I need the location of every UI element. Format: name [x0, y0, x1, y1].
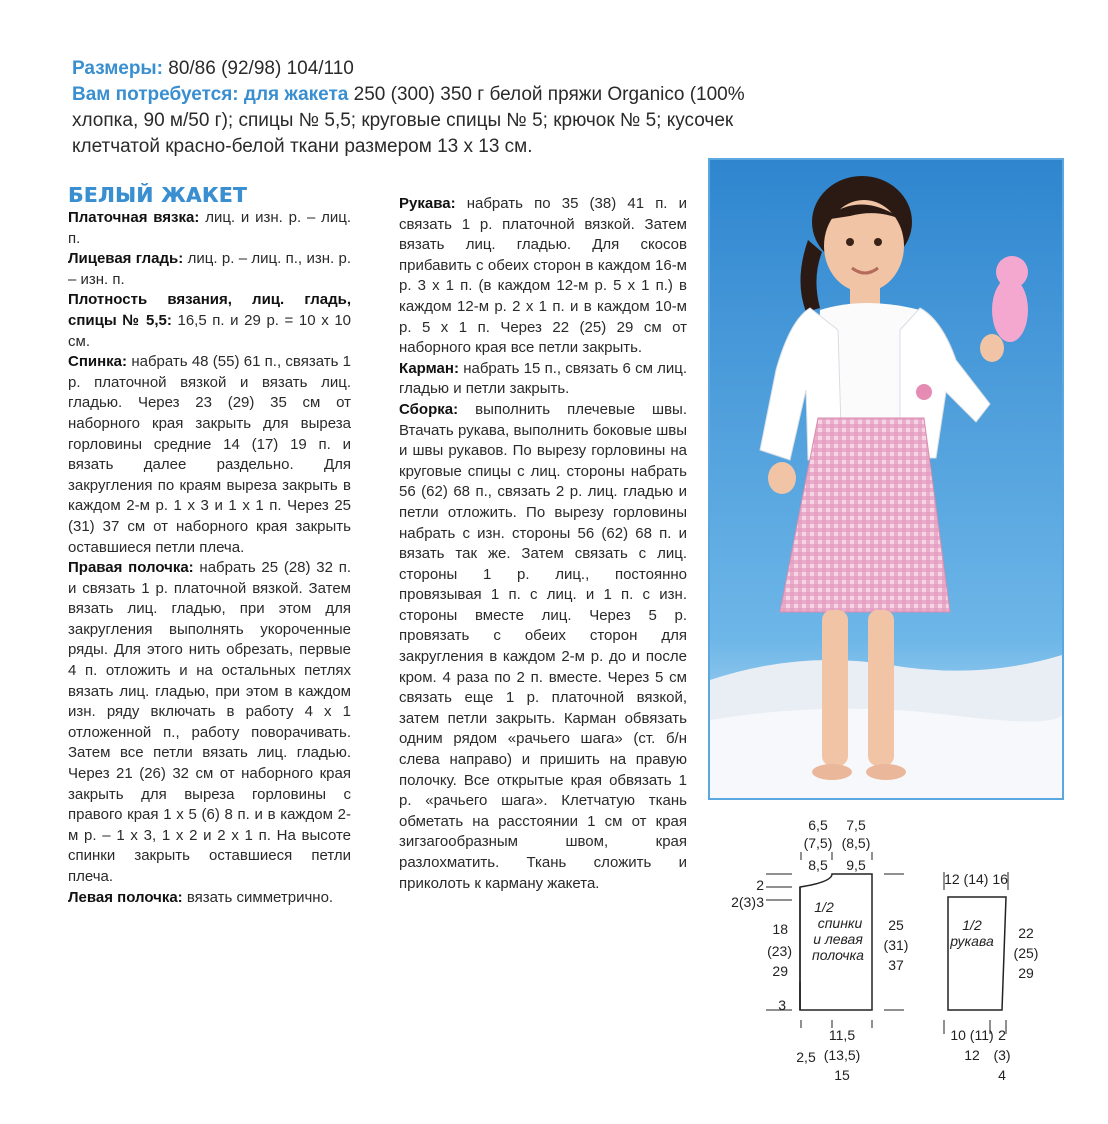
sleeve-bottom-3: (3) [993, 1047, 1011, 1063]
instructions-column-2 [399, 194, 687, 894]
sleeve-piece-diagram [944, 872, 1008, 1034]
paragraph-label: Лицевая гладь: [68, 250, 184, 268]
paragraph [399, 194, 687, 359]
paragraph-label: Спинка: [68, 353, 128, 371]
dim-left-2-3: 2(3) [731, 894, 756, 910]
paragraph-label: Правая полочка: [68, 559, 194, 577]
dim-left-18: 18 [772, 921, 788, 937]
paragraph [68, 208, 351, 249]
dim-top-b3: 9,5 [846, 857, 866, 873]
paragraph [68, 352, 351, 558]
body-label-3: и левая [813, 931, 863, 947]
paragraph-text: набрать 25 (28) 32 п. и связать 1 р. платочной вязкой. Затем вязать лиц. гладью, при этом для закругления выполнять укороченные ряды. Для этого нить обрезать, первые 4 п. отложить и на остальных петлях вязать лиц. гладью, при этом в каждом изн. ряду включать в работу 4 х 1 отложенной п., работу поворачивать. Затем все петли вязать лиц. гладью. Через 21 (26) 32 см от наборного края закрыть для выреза горловины с правого края 1 х 5 (6) 8 п. и в каждом 2-м р. – 1 х 3, 1 х 2 и 2 х 1 п. На высоте спинки закрыть оставшиеся петли плеча. [68, 559, 351, 885]
sizes-line [72, 56, 812, 82]
paragraph-text: выполнить плечевые швы. Втачать рукава, выполнить боковые швы и швы рукавов. По вырезу горловины на круговые спицы с лиц. стороны набрать 56 (62) 68 п., связать 2 р. лиц. гладью и петли отложить. По вырезу горловины набрать с изн. стороны 56 (62) 68 п. и вязать так же. Затем связать с лиц. стороны 1 р. лиц., постоянно провязывая 1 п. с лиц. и 1 п. с изн. стороны вместе лиц. Через 5 р. провязать с обеих сторон для закругления в каждом 2-м р. до и после кром. 4 раза по 2 п. вместе. Через 5 см связать еще 1 р. платочной вязкой, затем петли закрыть. Карман обвязать одним рядом «рачьего шага» (ст. б/н слева направо) и пришить на правую полочку. Все открытые края обвязать 1 р. «рачьего шага». Клетчатую ткань обметать на расстоянии 1 см от края зигзагообразным швом, края разлохматить. Ткань сложить и приколоть к карману жакета. [399, 400, 688, 892]
dim-bottom-11-5: 11,5 [828, 1027, 856, 1043]
dim-bottom-13-5: (13,5) [823, 1047, 861, 1063]
paragraph-text: 16,5 п. и 29 р. = 10 х 10 см. [68, 311, 352, 350]
materials-header [72, 56, 812, 160]
sleeve-right-22: 22 [1018, 925, 1034, 941]
paragraph-text: лиц. р. – лиц. п., изн. р. – изн. п. [68, 250, 352, 288]
body-label-4: полочка [812, 947, 864, 963]
paragraph [68, 558, 351, 888]
child-in-jacket-illustration [710, 160, 1062, 798]
dim-right-37: 37 [888, 957, 904, 973]
pattern-schematic [720, 812, 1040, 1107]
paragraph-text: лиц. и изн. р. – лиц. п. [68, 209, 352, 247]
sleeve-right-25: (25) [1013, 945, 1039, 961]
body-label-1: 1/2 [814, 899, 834, 915]
paragraph [68, 290, 351, 352]
sleeve-top-dim: 12 (14) 16 [944, 871, 1008, 887]
paragraph-label: Плотность вязания, лиц. гладь, спицы № 5,5: [68, 291, 351, 329]
materials-line [72, 82, 812, 160]
dim-bottom-2-5: 2,5 [796, 1049, 816, 1065]
product-photo [708, 158, 1064, 800]
materials-value: 250 (300) 350 г белой пряжи Organico (100% хлопка, 90 м/50 г); спицы № 5,5; круговые спицы № 5; крючок № 5; кусочек клетчатой красно-белой ткани размером 13 х 13 см. [72, 84, 745, 157]
dim-top-b1: 7,5 [846, 817, 866, 833]
body-label-2: спинки [817, 915, 863, 931]
dim-right-25: 25 [888, 917, 904, 933]
sleeve-bottom-12: 12 [964, 1047, 980, 1063]
dim-top-a3: 8,5 [808, 857, 828, 873]
paragraph [399, 359, 687, 400]
sleeve-bottom-10-11: 10 (11) [950, 1027, 994, 1043]
sleeve-bottom-4: 4 [998, 1067, 1006, 1083]
paragraph-label: Рукава: [399, 195, 456, 212]
sleeve-bottom-2: 2 [998, 1027, 1006, 1043]
sleeve-right-29: 29 [1018, 965, 1034, 981]
paragraph [68, 249, 351, 290]
paragraph-text: набрать по 35 (38) 41 п. и связать 1 р. платочной вязкой. Затем вязать лиц. гладью. Для скосов прибавить с обеих сторон в каждом 16-м р. 3 х 1 п. (в каждом 12-м р. 5 х 1 п.) в каждом 12-м р. 2 х 1 п. и в каждом 10-м р. 5 х 1 п. Через 22 (25) 29 см от наборного края все петли закрыть. [399, 195, 687, 357]
paragraph [399, 400, 687, 894]
paragraph-text: вязать симметрично. [186, 888, 334, 906]
sizes-label: Размеры: [72, 58, 163, 79]
instructions-column-1 [68, 182, 351, 908]
dim-top-b2: (8,5) [841, 835, 871, 851]
dim-top-a1: 6,5 [808, 817, 828, 833]
dim-top-a2: (7,5) [803, 835, 833, 851]
paragraph-label: Левая полочка: [68, 888, 183, 906]
dim-left-3: 3 [756, 894, 764, 910]
paragraph-text: набрать 15 п., связать 6 см лиц. гладью и петли закрыть. [399, 359, 687, 398]
dim-bottom-15: 15 [834, 1067, 850, 1083]
dim-left-23: (23) [767, 943, 792, 959]
dim-left-29: 29 [772, 963, 788, 979]
paragraph [68, 888, 351, 909]
article-title: БЕЛЫЙ ЖАКЕТ [68, 183, 248, 207]
sleeve-label-2: рукава [950, 933, 994, 949]
dim-right-31: (31) [883, 937, 909, 953]
paragraph-label: Карман: [399, 359, 459, 377]
materials-label: Вам потребуется: для жакета [72, 84, 349, 105]
sleeve-label-1: 1/2 [962, 917, 982, 933]
paragraph-label: Сборка: [399, 400, 459, 418]
dim-left-2: 2 [756, 877, 764, 893]
paragraph-label: Платочная вязка: [68, 209, 200, 226]
paragraph-text: набрать 48 (55) 61 п., связать 1 р. платочной вязкой и вязать лиц. гладью. Через 23 (29) 35 см от наборного края закрыть для выреза горловины средние 14 (17) 19 п. и вязать далее раздельно. Для закругления по краям выреза закрыть в каждом 2-м р. 1 х 3 и 1 х 1 п. Через 25 (31) 37 см от наборного края закрыть оставшиеся петли плеча. [68, 353, 352, 556]
sizes-value: 80/86 (92/98) 104/110 [168, 58, 354, 79]
dim-left-3b: 3 [778, 997, 786, 1013]
